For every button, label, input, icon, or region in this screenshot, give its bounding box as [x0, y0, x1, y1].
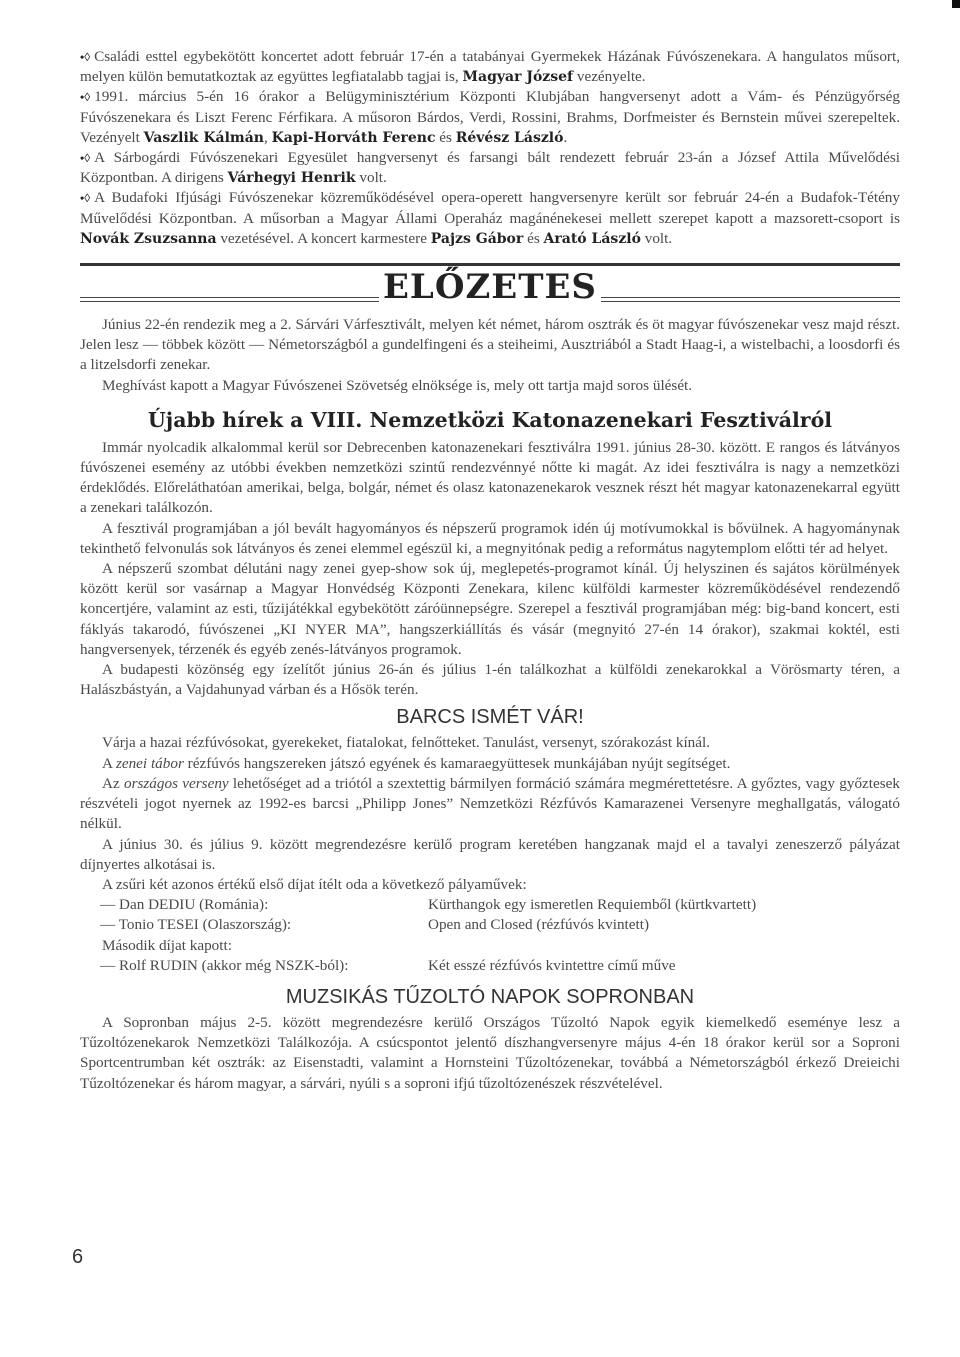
prize-table-first — [80, 895, 900, 935]
section-title-katonazenekari: Újabb hírek a VIII. Nemzetközi Katonazenekari Fesztiválról — [147, 407, 833, 432]
news-item — [80, 188, 900, 249]
text-segment: . — [563, 128, 568, 146]
paragraph: Meghívást kapott a Magyar Fúvószenei Szövetség elnöksége is, mely ott tartja majd soros ülését. — [102, 376, 693, 394]
text-segment: , — [263, 128, 272, 146]
section-title-sopron: MUZSIKÁS TŰZOLTÓ NAPOK SOPRONBAN — [285, 985, 695, 1008]
person-name: Magyar József — [462, 69, 574, 86]
bullet-icon: •◊ — [80, 191, 91, 206]
prize-work: Kürthangok egy ismeretlen Requiemből (kürtkvartett) — [428, 896, 757, 914]
prize-winner: — Dan DEDIU (Románia): — [100, 896, 269, 914]
bullet-icon: •◊ — [80, 90, 91, 105]
paragraph: Az országos verseny lehetőséget ad a triótól a szextettig bármilyen formáció számára megmérettetésre. A győztes, vagy győztesek részvételi jogot nyernek az 1992-es barcsi „Philipp Jones” Nemzetközi Rézfúvós Kamarazenei Versenyre meghallgatás, válogató nélkül. — [80, 774, 900, 833]
paragraph: A június 30. és július 9. között megrendezésre kerülő program keretében hangzanak majd el a tavalyi zeneszerző pályázat díjnyertes alkotásai is. — [80, 835, 900, 873]
news-item — [80, 148, 900, 188]
prize-table-second — [80, 956, 900, 976]
section-title-elozetes: ELŐZETES — [379, 267, 601, 307]
page-content — [80, 47, 900, 1094]
paragraph: Június 22-én rendezik meg a 2. Sárvári Várfesztivált, melyen két német, három osztrák és öt magyar fúvószenekar vesz majd részt. Jelen lesz — többek között — Németországból a gundelfingeni és a steiheimi, Ausztriából a Stadt Haag-i, a wistelbachi, a loosdorfi és a litzelsdorfi zenekar. — [80, 316, 900, 374]
elozetes-header — [80, 263, 900, 307]
text-segment: Családi esttel egybekötött koncertet adott február 17-én a tatabányai Gyermekek Házának Fúvószenekara. A hangulatos műsort, melyen külön bemutatkoztak az együttes legfiatalabb tagjai is, — [80, 48, 900, 86]
paragraph: A fesztivál programjában a jól bevált hagyományos és népszerű programok idén új motívumokkal is bővülnek. A hagyománynak tekinthető felvonulás sok látványos és zenei elemmel egészül ki, a megnyitónak pedig a református nagytemplom előtti tér ad helyet. — [80, 519, 900, 557]
person-name: Révész László — [455, 129, 564, 146]
text-segment: 1991. március 5-én 16 órakor a Belügyminisztérium Központi Klubjában hangversenyt adott a Vám- és Pénzügyőrség Fúvószenekara és Liszt Ferenc Férfikara. A műsoron Bárdos, Verdi, Rossini, Brahms, Dorfmeister és Bernstein művei szerepeltek. Vezényelt — [80, 88, 900, 146]
text-segment: volt. — [355, 169, 387, 187]
paragraph: A budapesti közönség egy ízelítőt június 26-án és július 1-én találkozhat a külföldi zenekarokkal a Vörösmarty téren, a Halászbástyán, a Vajdahunyad várban és a Hősök terén. — [80, 661, 900, 699]
bullet-icon: •◊ — [80, 50, 91, 64]
divider-top — [80, 263, 900, 266]
scan-corner-mark — [952, 0, 960, 8]
prize-winner: — Rolf RUDIN (akkor még NSZK-ból): — [100, 956, 349, 974]
paragraph: A zenei tábor rézfúvós hangszereken játszó egyének és kamaraegyüttesek munkájában nyújt segítséget. — [102, 754, 731, 772]
person-name: Kapi-Horváth Ferenc — [271, 129, 436, 146]
person-name: Pajzs Gábor — [430, 230, 524, 247]
text-segment: A Sárbogárdi Fúvószenekari Egyesület hangversenyt és farsangi bált rendezett február 23-án a József Attila Művelődési Központban. A dirigens — [80, 149, 900, 187]
bullet-icon: •◊ — [80, 151, 91, 166]
paragraph: A zsűri két azonos értékű első díjat ítélt oda a következő pályaművek: — [102, 875, 527, 893]
prize-winner: — Tonio TESEI (Olaszország): — [100, 916, 292, 934]
person-name: Arató László — [543, 230, 641, 247]
page-number: 6 — [72, 1246, 84, 1268]
prize-work: Két esszé rézfúvós kvintettre című műve — [428, 956, 676, 974]
text-segment: A Budafoki Ifjúsági Fúvószenekar közreműködésével opera-operett hangversenyre került sor február 24-én a Budafok-Tétény Művelődési Központban. A műsorban a Magyar Állami Operaház magánénekesei mellett szerepet kapott a mazsorett-csoport is — [80, 189, 900, 227]
text-segment: és — [435, 128, 456, 146]
news-item — [80, 87, 900, 148]
text-segment: volt. — [640, 229, 673, 247]
paragraph: Várja a hazai rézfúvósokat, gyerekeket, fiatalokat, felnőtteket. Tanulást, versenyt, szórakozást kínál. — [102, 734, 711, 752]
news-section — [80, 47, 900, 249]
text-segment: és — [523, 229, 544, 247]
person-name: Vaszlik Kálmán — [143, 129, 264, 146]
paragraph: A népszerű szombat délutáni nagy zenei gyep-show sok új, meglepetés-programot kínál. Új helyszinen és sajátos körülmények között kerül sor vasárnap a Magyar Honvédség Központi Zenekara, kilenc külföldi karmester közreműködésével rendezendő koncertjére, valamint az esti, tűzijátékkal egybekötött záróünnepségre. Szerepel a fesztivál programjában még: big-band koncert, esti fáklyás takarodó, fúvószenei „KI NYER MA”, hangszerkiállítás és vásár (megnyitó 27-én 14 órakor), szakmai koktél, esti hangversenyek, térzenék és egyéb zenés-látványos programok. — [80, 560, 900, 658]
text-segment: vezetésével. A koncert karmestere — [216, 229, 431, 247]
prize-work: Open and Closed (rézfúvós kvintett) — [428, 916, 650, 934]
paragraph: Második díjat kapott: — [102, 936, 232, 954]
text-segment: vezényelte. — [573, 68, 646, 86]
paragraph: A Sopronban május 2-5. között megrendezésre kerülő Országos Tűzoltó Napok egyik kiemelkedő eseménye lesz a Tűzoltózenekarok Nemzetközi Találkozója. A csúcspontot jelentő díszhangversenyre május 4-én 18 órakor kerül sor a Soproni Sportcentrumban két osztrák: az Eisenstadti, valamint a Hornsteini Tűzoltózenekar, továbbá a Németországból érkező Dreieichi Tűzoltózenekar és három magyar, a sárvári, nyúli s a soproni ifjú tűzoltózenészek részvételével. — [80, 1013, 900, 1092]
paragraph: Immár nyolcadik alkalommal kerül sor Debrecenben katonazenekari fesztiválra 1991. június 28-30. között. E rangos és látványos fúvószenei esemény az utóbbi években nemzetközi szintű rendezvénnyé nőtte ki magát. Az idei fesztiválra is nagy a nemzetközi érdeklődés. Előreláthatóan amerikai, belga, bolgár, német és olasz katonazenekarok vesznek részt hét magyar katonazenekarral együtt a zenekari találkozón. — [80, 438, 900, 517]
person-name: Novák Zsuzsanna — [80, 230, 217, 247]
section-title-barcs: BARCS ISMÉT VÁR! — [396, 706, 584, 729]
news-item — [80, 47, 900, 87]
person-name: Várhegyi Henrik — [227, 170, 356, 187]
